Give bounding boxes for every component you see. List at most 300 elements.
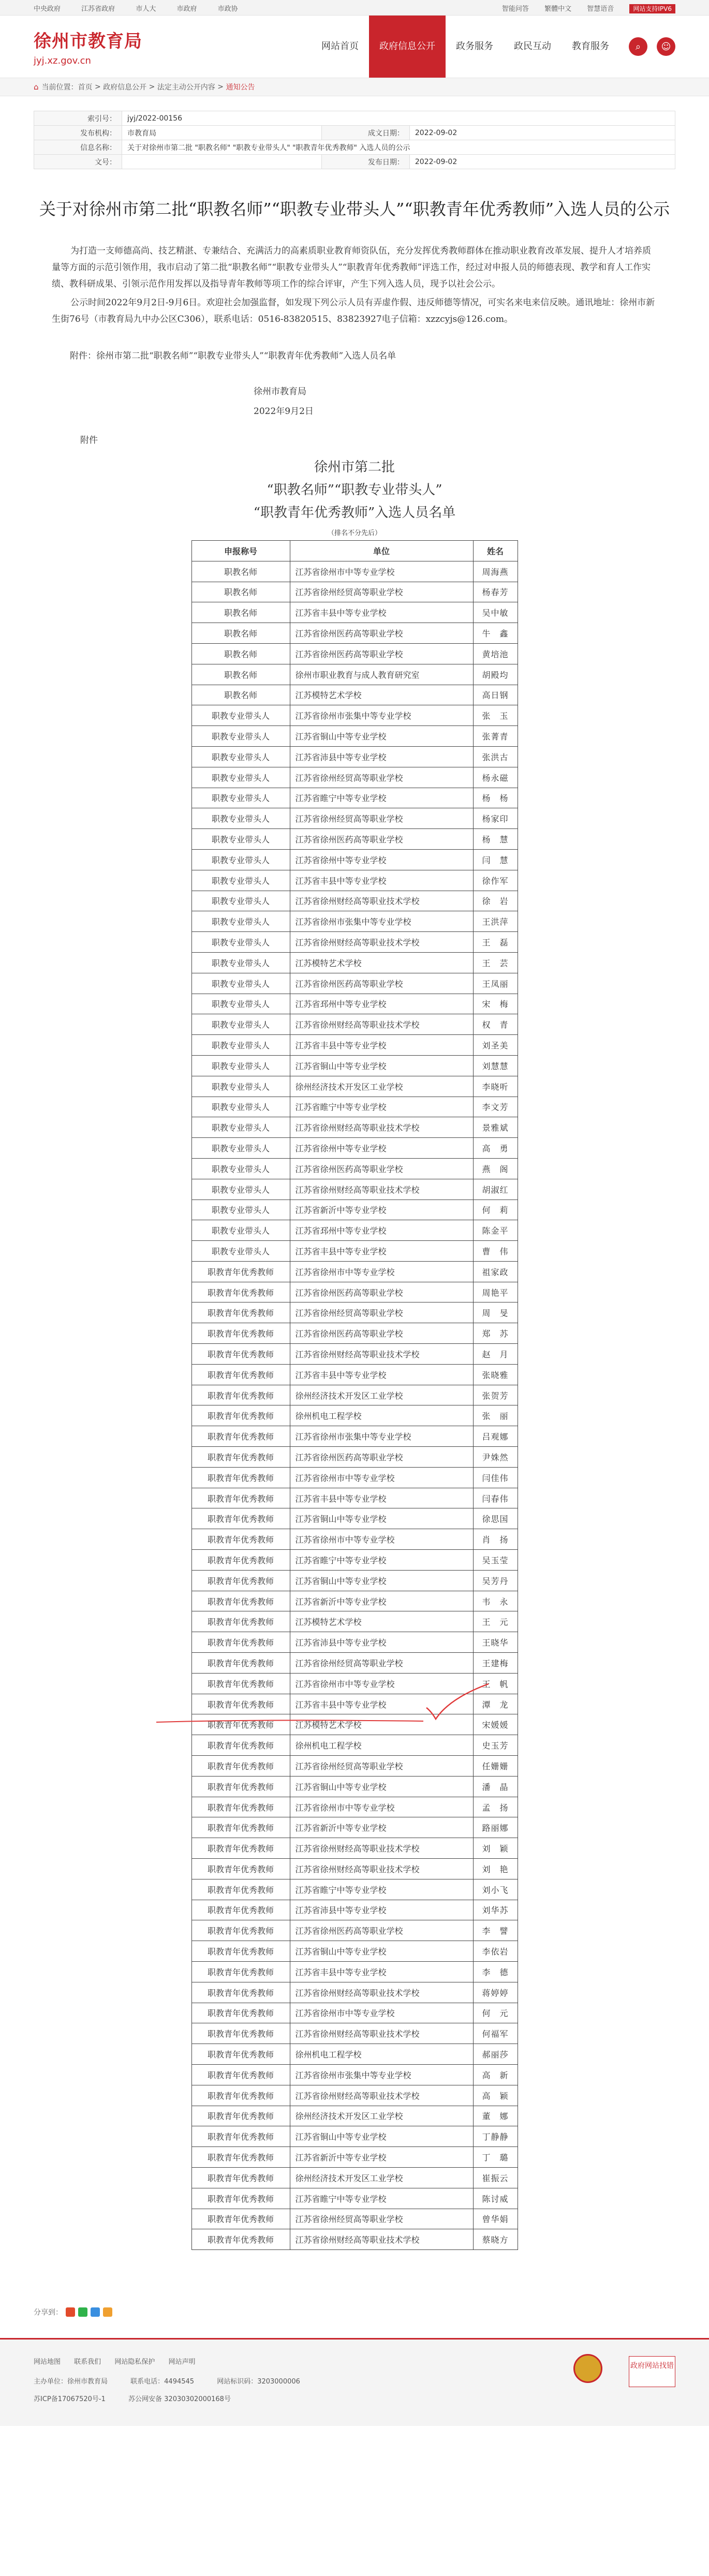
- row-name: 崔振云: [473, 2167, 518, 2188]
- footer-police[interactable]: 苏公网安备 32030302000168号: [128, 2395, 231, 2404]
- table-row: [191, 1508, 518, 1529]
- breadcrumb-current[interactable]: 通知公告: [226, 83, 255, 92]
- attachment-heading: 附件: [80, 435, 98, 446]
- row-name: 李依岩: [473, 1941, 518, 1962]
- meta-label: 文号：: [34, 155, 122, 169]
- table-row: [191, 1529, 518, 1550]
- row-title: 职教专业带头人: [191, 1200, 290, 1220]
- table-row: [191, 2147, 518, 2168]
- row-unit: 江苏省徐州医药高等职业学校: [290, 1158, 473, 1179]
- row-name: 牛 鑫: [473, 623, 518, 644]
- table-row: [191, 788, 518, 808]
- row-unit: 江苏省丰县中等专业学校: [290, 1694, 473, 1714]
- row-name: 吕观娜: [473, 1426, 518, 1447]
- table-row: [191, 994, 518, 1014]
- row-unit: 江苏省徐州医药高等职业学校: [290, 1323, 473, 1344]
- table-row: [191, 1776, 518, 1797]
- row-title: 职教青年优秀教师: [191, 2023, 290, 2044]
- row-title: 职教青年优秀教师: [191, 1673, 290, 1694]
- row-name: 肖 扬: [473, 1529, 518, 1550]
- row-title: 职教青年优秀教师: [191, 1364, 290, 1385]
- row-name: 何 元: [473, 2003, 518, 2023]
- row-unit: 江苏省徐州财经高等职业技术学校: [290, 2023, 473, 2044]
- table-row: [191, 2085, 518, 2106]
- row-unit: 江苏省徐州市张集中等专业学校: [290, 705, 473, 726]
- row-name: 徐作军: [473, 870, 518, 891]
- table-row: [191, 2106, 518, 2126]
- breadcrumb-item[interactable]: 政府信息公开: [103, 83, 147, 92]
- attachment-line: 附件：徐州市第二批“职教名师”“职教专业带头人”“职教青年优秀教师”入选人员名单: [70, 351, 396, 361]
- row-title: 职教青年优秀教师: [191, 1900, 290, 1920]
- qzone-icon[interactable]: [103, 2307, 112, 2317]
- table-row: [191, 1220, 518, 1241]
- row-unit: 江苏省睢宁中等专业学校: [290, 1550, 473, 1571]
- row-title: 职教名师: [191, 561, 290, 582]
- wechat-icon[interactable]: [78, 2307, 87, 2317]
- smart-qa-link[interactable]: 智能问答: [501, 5, 529, 13]
- row-unit: 江苏省新沂中等专业学校: [290, 1591, 473, 1611]
- top-link[interactable]: 市人大: [136, 5, 156, 13]
- article-title: 关于对徐州市第二批“职教名师”“职教专业带头人”“职教青年优秀教师”入选人员的公示: [39, 199, 670, 219]
- row-unit: 江苏省丰县中等专业学校: [290, 870, 473, 891]
- row-name: 张 玉: [473, 705, 518, 726]
- meta-label: 信息名称：: [34, 140, 122, 155]
- row-title: 职教青年优秀教师: [191, 1776, 290, 1797]
- row-unit: 江苏省铜山中等专业学校: [290, 1508, 473, 1529]
- row-unit: 江苏省沛县中等专业学校: [290, 1900, 473, 1920]
- row-name: 韦 永: [473, 1591, 518, 1611]
- row-title: 职教青年优秀教师: [191, 1714, 290, 1735]
- breadcrumb: ⌂ 当前位置： 首页 > 政府信息公开 > 法定主动公开内容 > 通知公告: [0, 78, 709, 96]
- table-row: [191, 2209, 518, 2229]
- row-title: 职教青年优秀教师: [191, 1261, 290, 1282]
- info-meta-table: [34, 111, 675, 169]
- table-row: [191, 1282, 518, 1302]
- table-row: [191, 2167, 518, 2188]
- table-row: [191, 911, 518, 932]
- table-row: [191, 1920, 518, 1941]
- sign-date: 2022年9月2日: [254, 406, 314, 417]
- footer-link[interactable]: 网站声明: [168, 2358, 196, 2366]
- table-row: [191, 2023, 518, 2044]
- row-name: 王 帆: [473, 1673, 518, 1694]
- row-unit: 江苏省丰县中等专业学校: [290, 602, 473, 623]
- table-row: [191, 1447, 518, 1468]
- table-row: [191, 767, 518, 788]
- search-icon[interactable]: ⌕: [629, 37, 647, 56]
- row-title: 职教青年优秀教师: [191, 1426, 290, 1447]
- row-name: 黄培池: [473, 643, 518, 664]
- row-unit: 江苏省徐州经贸高等职业学校: [290, 1653, 473, 1674]
- row-title: 职教专业带头人: [191, 1097, 290, 1117]
- footer-records: [34, 2393, 252, 2403]
- footer-link[interactable]: 网站隐私保护: [114, 2358, 155, 2366]
- row-title: 职教青年优秀教师: [191, 2085, 290, 2106]
- table-row: [191, 1982, 518, 2003]
- row-name: 潭 龙: [473, 1694, 518, 1714]
- row-name: 高 新: [473, 2064, 518, 2085]
- row-name: 张晓雅: [473, 1364, 518, 1385]
- site-logo[interactable]: [34, 27, 142, 66]
- row-title: 职教专业带头人: [191, 994, 290, 1014]
- traditional-chinese-link[interactable]: 繁體中文: [544, 5, 572, 13]
- row-name: 王 磊: [473, 932, 518, 953]
- row-name: 闫佳伟: [473, 1467, 518, 1488]
- meta-label: 发布日期：: [321, 155, 409, 169]
- row-name: 王 芸: [473, 952, 518, 973]
- table-row: [191, 1405, 518, 1426]
- row-name: 徐思国: [473, 1508, 518, 1529]
- footer-link[interactable]: 联系我们: [74, 2358, 101, 2366]
- row-name: 张贺芳: [473, 1385, 518, 1405]
- row-title: 职教青年优秀教师: [191, 1632, 290, 1653]
- column-header: 申报称号: [191, 541, 290, 561]
- row-name: 徐 岩: [473, 891, 518, 911]
- row-title: 职教青年优秀教师: [191, 1302, 290, 1323]
- table-row: [191, 2188, 518, 2209]
- nav-gov-service[interactable]: 政务服务: [456, 41, 493, 52]
- row-title: 职教青年优秀教师: [191, 1797, 290, 1817]
- row-title: 职教青年优秀教师: [191, 1694, 290, 1714]
- row-name: 王晓华: [473, 1632, 518, 1653]
- row-unit: 江苏模特艺术学校: [290, 1611, 473, 1632]
- row-name: 胡淑红: [473, 1179, 518, 1200]
- table-row: [191, 1591, 518, 1611]
- row-unit: 江苏省睢宁中等专业学校: [290, 2188, 473, 2209]
- table-row: [191, 1550, 518, 1571]
- row-title: 职教青年优秀教师: [191, 1323, 290, 1344]
- voice-link[interactable]: 智慧语音: [587, 5, 614, 13]
- row-title: 职教专业带头人: [191, 932, 290, 953]
- row-title: 职教青年优秀教师: [191, 1282, 290, 1302]
- table-row: [191, 1179, 518, 1200]
- row-name: 李晓听: [473, 1076, 518, 1097]
- row-name: 张菁青: [473, 726, 518, 747]
- row-unit: 江苏省邳州中等专业学校: [290, 1220, 473, 1241]
- row-unit: 江苏省徐州市中等专业学校: [290, 1797, 473, 1817]
- footer-links: [34, 2356, 206, 2366]
- table-row: [191, 1570, 518, 1591]
- footer-info: [34, 2376, 321, 2386]
- table-row: [191, 2003, 518, 2023]
- row-name: 任姗姗: [473, 1756, 518, 1776]
- share-bar: [34, 2307, 675, 2317]
- row-title: 职教专业带头人: [191, 1117, 290, 1138]
- article-paragraph: 公示时间2022年9月2日-9月6日。欢迎社会加强监督，如发现下列公示人员有弄虚作假、违反师德等情况，可实名来电来信反映。通讯地址：徐州市新生街76号（市教育局九中办公区C306），联系电话：0516-83820515、83823927电子信箱：xzzcyjs@126.com。: [52, 298, 655, 324]
- row-name: 杨春芳: [473, 582, 518, 602]
- row-title: 职教青年优秀教师: [191, 1920, 290, 1941]
- row-name: 闫春伟: [473, 1488, 518, 1508]
- row-title: 职教青年优秀教师: [191, 2003, 290, 2023]
- row-name: 周 旻: [473, 1302, 518, 1323]
- gov-emblem-icon[interactable]: [573, 2354, 602, 2383]
- row-name: 杨 慧: [473, 829, 518, 850]
- row-title: 职教青年优秀教师: [191, 1447, 290, 1468]
- row-title: 职教名师: [191, 602, 290, 623]
- table-row: [191, 2044, 518, 2065]
- row-unit: 江苏省徐州市张集中等专业学校: [290, 911, 473, 932]
- row-unit: 江苏省徐州财经高等职业技术学校: [290, 2085, 473, 2106]
- row-name: 高日钢: [473, 685, 518, 705]
- selected-list-table: [191, 540, 518, 2250]
- breadcrumb-item[interactable]: 法定主动公开内容: [157, 83, 215, 92]
- meta-org: 市教育局: [122, 126, 322, 140]
- footer-host: 主办单位：徐州市教育局: [34, 2378, 108, 2386]
- table-row: [191, 1035, 518, 1056]
- row-unit: 江苏省徐州财经高等职业技术学校: [290, 2229, 473, 2250]
- row-unit: 江苏省徐州市张集中等专业学校: [290, 1426, 473, 1447]
- table-row: [191, 1302, 518, 1323]
- footer-site-code: 网站标识码：3203000006: [217, 2378, 300, 2386]
- row-title: 职教青年优秀教师: [191, 2188, 290, 2209]
- row-name: 尹姝然: [473, 1447, 518, 1468]
- row-title: 职教青年优秀教师: [191, 1879, 290, 1900]
- row-unit: 江苏省徐州医药高等职业学校: [290, 643, 473, 664]
- row-unit: 江苏省徐州医药高等职业学校: [290, 1282, 473, 1302]
- row-title: 职教青年优秀教师: [191, 2147, 290, 2168]
- row-title: 职教专业带头人: [191, 1241, 290, 1262]
- table-row: [191, 1632, 518, 1653]
- row-name: 权 青: [473, 1014, 518, 1035]
- nav-gov-info[interactable]: 政府信息公开: [369, 16, 446, 78]
- article: [34, 196, 675, 2250]
- table-row: [191, 582, 518, 602]
- footer-icp[interactable]: 苏ICP备17067520号-1: [34, 2395, 106, 2404]
- column-header: 单位: [290, 541, 473, 561]
- table-row: [191, 1879, 518, 1900]
- row-name: 李文芳: [473, 1097, 518, 1117]
- top-link[interactable]: 江苏省政府: [81, 5, 115, 13]
- table-row: [191, 891, 518, 911]
- row-unit: 江苏省徐州市中等专业学校: [290, 561, 473, 582]
- user-icon[interactable]: ☺: [657, 37, 675, 56]
- row-unit: 江苏省徐州财经高等职业技术学校: [290, 1117, 473, 1138]
- table-row: [191, 685, 518, 705]
- table-row: [191, 1261, 518, 1282]
- row-unit: 江苏省徐州市中等专业学校: [290, 2003, 473, 2023]
- row-unit: 江苏省睢宁中等专业学校: [290, 788, 473, 808]
- article-paragraph: 为打造一支师德高尚、技艺精湛、专兼结合、充满活力的高素质职业教育师资队伍，充分发挥优秀教师群体在推动职业教育改革发展、提升人才培养质量等方面的示范引领作用，我市启动了第二批“职教名师”“职教专业带头人”“职教青年优秀教师”评选工作，经过对申报人员的师德表现、教学和育人工作实绩、教科研成果、引领示范作用发挥以及指导青年教师等项工作的综合评审，产生下列入选人员，现予以社会公示。: [52, 246, 651, 289]
- row-unit: 江苏省徐州医药高等职业学校: [290, 623, 473, 644]
- table-row: [191, 1241, 518, 1262]
- row-title: 职教专业带头人: [191, 973, 290, 994]
- row-title: 职教名师: [191, 664, 290, 685]
- row-name: 宋媛媛: [473, 1714, 518, 1735]
- row-unit: 徐州经济技术开发区工业学校: [290, 2167, 473, 2188]
- row-title: 职教青年优秀教师: [191, 1961, 290, 1982]
- check-mark-annotation: [424, 1681, 492, 1727]
- row-unit: 徐州机电工程学校: [290, 1405, 473, 1426]
- row-unit: 江苏模特艺术学校: [290, 952, 473, 973]
- row-title: 职教专业带头人: [191, 891, 290, 911]
- table-row: [191, 2064, 518, 2085]
- row-title: 职教青年优秀教师: [191, 2126, 290, 2147]
- row-unit: 江苏省徐州财经高等职业技术学校: [290, 1982, 473, 2003]
- row-unit: 江苏省徐州财经高等职业技术学校: [290, 1014, 473, 1035]
- row-title: 职教青年优秀教师: [191, 1653, 290, 1674]
- row-title: 职教青年优秀教师: [191, 1982, 290, 2003]
- table-row: [191, 1488, 518, 1508]
- row-unit: 江苏省铜山中等专业学校: [290, 726, 473, 747]
- nav-home[interactable]: 网站首页: [321, 41, 359, 52]
- meta-index: jyj/2022-00156: [122, 111, 675, 126]
- row-name: 杨永磁: [473, 767, 518, 788]
- table-row: [191, 746, 518, 767]
- row-name: 史玉芳: [473, 1735, 518, 1756]
- row-name: 丁静静: [473, 2126, 518, 2147]
- row-title: 职教专业带头人: [191, 952, 290, 973]
- table-row: [191, 1735, 518, 1756]
- row-name: 吴玉莹: [473, 1550, 518, 1571]
- signer: 徐州市教育局: [254, 387, 306, 397]
- table-row: [191, 1817, 518, 1838]
- row-title: 职教青年优秀教师: [191, 1529, 290, 1550]
- row-name: 张洪古: [473, 746, 518, 767]
- row-title: 职教专业带头人: [191, 1035, 290, 1056]
- table-row: [191, 1961, 518, 1982]
- row-unit: 江苏省铜山中等专业学校: [290, 1055, 473, 1076]
- meta-label: 成文日期：: [321, 126, 409, 140]
- top-link[interactable]: 市政府: [176, 5, 197, 13]
- row-name: 刘小飞: [473, 1879, 518, 1900]
- row-title: 职教专业带头人: [191, 726, 290, 747]
- row-title: 职教青年优秀教师: [191, 1570, 290, 1591]
- table-row: [191, 849, 518, 870]
- table-row: [191, 932, 518, 953]
- table-row: [191, 726, 518, 747]
- meta-title: 关于对徐州市第二批 "职教名师" "职教专业带头人" "职教青年优秀教师" 入选人员的公示: [122, 140, 675, 155]
- table-row: [191, 561, 518, 582]
- row-unit: 江苏省徐州医药高等职业学校: [290, 973, 473, 994]
- row-unit: 江苏省徐州医药高等职业学校: [290, 1447, 473, 1468]
- row-name: 吴中敏: [473, 602, 518, 623]
- row-unit: 徐州经济技术开发区工业学校: [290, 1385, 473, 1405]
- row-unit: 江苏省徐州财经高等职业技术学校: [290, 1179, 473, 1200]
- row-name: 王凤丽: [473, 973, 518, 994]
- row-unit: 江苏省沛县中等专业学校: [290, 746, 473, 767]
- table-row: [191, 1076, 518, 1097]
- row-title: 职教青年优秀教师: [191, 2106, 290, 2126]
- row-unit: 江苏模特艺术学校: [290, 685, 473, 705]
- row-title: 职教专业带头人: [191, 808, 290, 829]
- row-title: 职教专业带头人: [191, 1055, 290, 1076]
- nav-edu-service[interactable]: 教育服务: [572, 41, 609, 52]
- row-name: 刘慧慧: [473, 1055, 518, 1076]
- column-header: 姓名: [473, 541, 518, 561]
- table-row: [191, 973, 518, 994]
- meta-label: 发布机构：: [34, 126, 122, 140]
- nav-interaction[interactable]: 政民互动: [514, 41, 551, 52]
- row-unit: 江苏省徐州市中等专业学校: [290, 1673, 473, 1694]
- top-bar: [0, 0, 709, 16]
- site-footer: [0, 2338, 709, 2426]
- qq-icon[interactable]: [91, 2307, 100, 2317]
- table-row: [191, 1364, 518, 1385]
- row-title: 职教专业带头人: [191, 767, 290, 788]
- row-unit: 江苏模特艺术学校: [290, 1714, 473, 1735]
- table-row: [191, 1344, 518, 1365]
- site-error-report-button[interactable]: 政府网站找错: [629, 2356, 675, 2387]
- row-title: 职教青年优秀教师: [191, 1591, 290, 1611]
- row-name: 祖家政: [473, 1261, 518, 1282]
- weibo-icon[interactable]: [66, 2307, 75, 2317]
- row-name: 宋 梅: [473, 994, 518, 1014]
- row-title: 职教青年优秀教师: [191, 2044, 290, 2065]
- row-unit: 江苏省铜山中等专业学校: [290, 1776, 473, 1797]
- row-unit: 徐州机电工程学校: [290, 1735, 473, 1756]
- breadcrumb-item[interactable]: 首页: [78, 83, 93, 92]
- row-name: 李 譬: [473, 1920, 518, 1941]
- row-unit: 江苏省丰县中等专业学校: [290, 1364, 473, 1385]
- row-unit: 江苏省铜山中等专业学校: [290, 1941, 473, 1962]
- row-name: 杨 杨: [473, 788, 518, 808]
- row-name: 周艳平: [473, 1282, 518, 1302]
- table-row: [191, 664, 518, 685]
- row-title: 职教专业带头人: [191, 870, 290, 891]
- row-name: 景雅斌: [473, 1117, 518, 1138]
- row-unit: 江苏省新沂中等专业学校: [290, 2147, 473, 2168]
- meta-label: 索引号：: [34, 111, 122, 126]
- top-link[interactable]: 中央政府: [34, 5, 61, 13]
- table-body: [191, 561, 518, 2249]
- meta-date: 2022-09-02: [409, 126, 675, 140]
- table-row: [191, 952, 518, 973]
- row-unit: 徐州经济技术开发区工业学校: [290, 1076, 473, 1097]
- row-unit: 江苏省徐州市中等专业学校: [290, 1467, 473, 1488]
- table-row: [191, 1200, 518, 1220]
- row-name: 赵 月: [473, 1344, 518, 1365]
- row-title: 职教青年优秀教师: [191, 1817, 290, 1838]
- table-row: [191, 1055, 518, 1076]
- row-unit: 江苏省丰县中等专业学校: [290, 1961, 473, 1982]
- row-unit: 江苏省徐州市张集中等专业学校: [290, 2064, 473, 2085]
- row-title: 职教青年优秀教师: [191, 1859, 290, 1879]
- row-title: 职教名师: [191, 643, 290, 664]
- table-row: [191, 2229, 518, 2250]
- top-link[interactable]: 市政协: [217, 5, 238, 13]
- row-name: 刘 艳: [473, 1859, 518, 1879]
- top-right-links: [489, 3, 675, 13]
- row-name: 胡殿均: [473, 664, 518, 685]
- row-unit: 江苏省沛县中等专业学校: [290, 1632, 473, 1653]
- row-unit: 徐州市职业教育与成人教育研究室: [290, 664, 473, 685]
- row-title: 职教专业带头人: [191, 1138, 290, 1159]
- row-title: 职教青年优秀教师: [191, 1467, 290, 1488]
- row-unit: 江苏省丰县中等专业学校: [290, 1035, 473, 1056]
- table-row: [191, 1323, 518, 1344]
- row-title: 职教专业带头人: [191, 849, 290, 870]
- table-row: [191, 1859, 518, 1879]
- table-row: [191, 623, 518, 644]
- row-unit: 江苏省徐州经贸高等职业学校: [290, 808, 473, 829]
- share-label: 分享到：: [34, 2308, 63, 2317]
- row-title: 职教专业带头人: [191, 911, 290, 932]
- row-title: 职教青年优秀教师: [191, 1756, 290, 1776]
- table-row: [191, 643, 518, 664]
- footer-tel: 联系电话：4494545: [130, 2378, 195, 2386]
- row-unit: 江苏省徐州经贸高等职业学校: [290, 2209, 473, 2229]
- row-unit: 江苏省徐州经贸高等职业学校: [290, 1756, 473, 1776]
- row-name: 何福军: [473, 2023, 518, 2044]
- row-name: 刘华苏: [473, 1900, 518, 1920]
- footer-link[interactable]: 网站地图: [34, 2358, 61, 2366]
- row-name: 王建梅: [473, 1653, 518, 1674]
- row-title: 职教专业带头人: [191, 829, 290, 850]
- row-unit: 江苏省徐州财经高等职业技术学校: [290, 1344, 473, 1365]
- row-title: 职教青年优秀教师: [191, 1735, 290, 1756]
- row-title: 职教名师: [191, 582, 290, 602]
- row-title: 职教青年优秀教师: [191, 2167, 290, 2188]
